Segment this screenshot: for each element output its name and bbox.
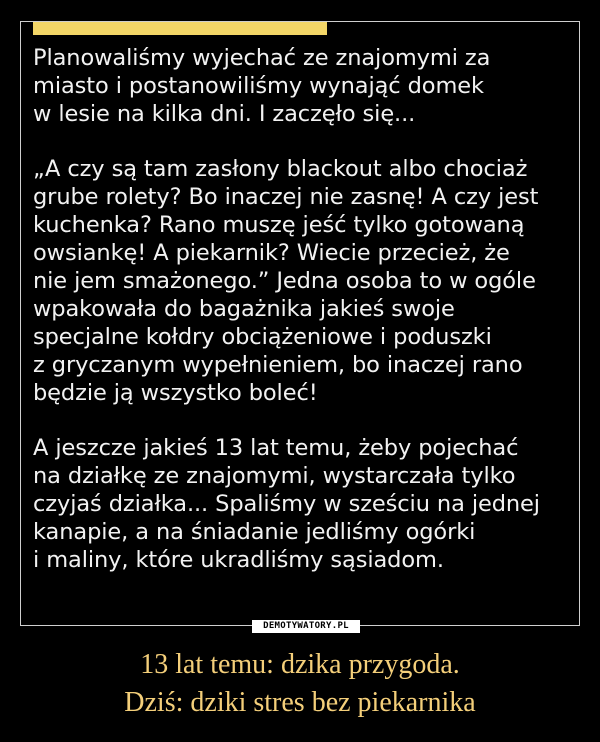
caption-line-2: Dziś: dziki stres bez piekarnika [124,687,476,718]
paragraph-ending: A jeszcze jakieś 13 lat temu, żeby pojechać na działkę ze znajomymi, wystarczała tylko czyjaś działka... Spaliśmy w sześciu na jednej kanapie, a na śniadanie jedliśmy ogórki i maliny, które ukradliśmy sąsiadom. [33,435,540,573]
watermark-label: DEMOTYWATORY.PL [252,620,360,633]
paragraph-intro: Planowaliśmy wyjechać ze znajomymi za miasto i postanowiliśmy wynająć domek w lesie na kilka dni. I zaczęło się... [33,45,491,127]
caption [0,646,600,722]
caption-line-1: 13 lat temu: dzika przygoda. [140,649,460,680]
accent-bar [33,22,327,35]
post-text [33,44,571,574]
paragraph-quote: „A czy są tam zasłony blackout albo chociaż grube rolety? Bo inaczej nie zasnę! A czy jest kuchenka? Rano muszę jeść tylko gotowaną owsiankę! A piekarnik? Wiecie przecież, że nie jem smażonego.” Jedna osoba to w ogóle wpakowała do bagażnika jakieś swoje specjalne kołdry obciążeniowe i poduszki z gryczanym wypełnieniem, bo inaczej rano będzie ją wszystko boleć! [33,156,539,406]
